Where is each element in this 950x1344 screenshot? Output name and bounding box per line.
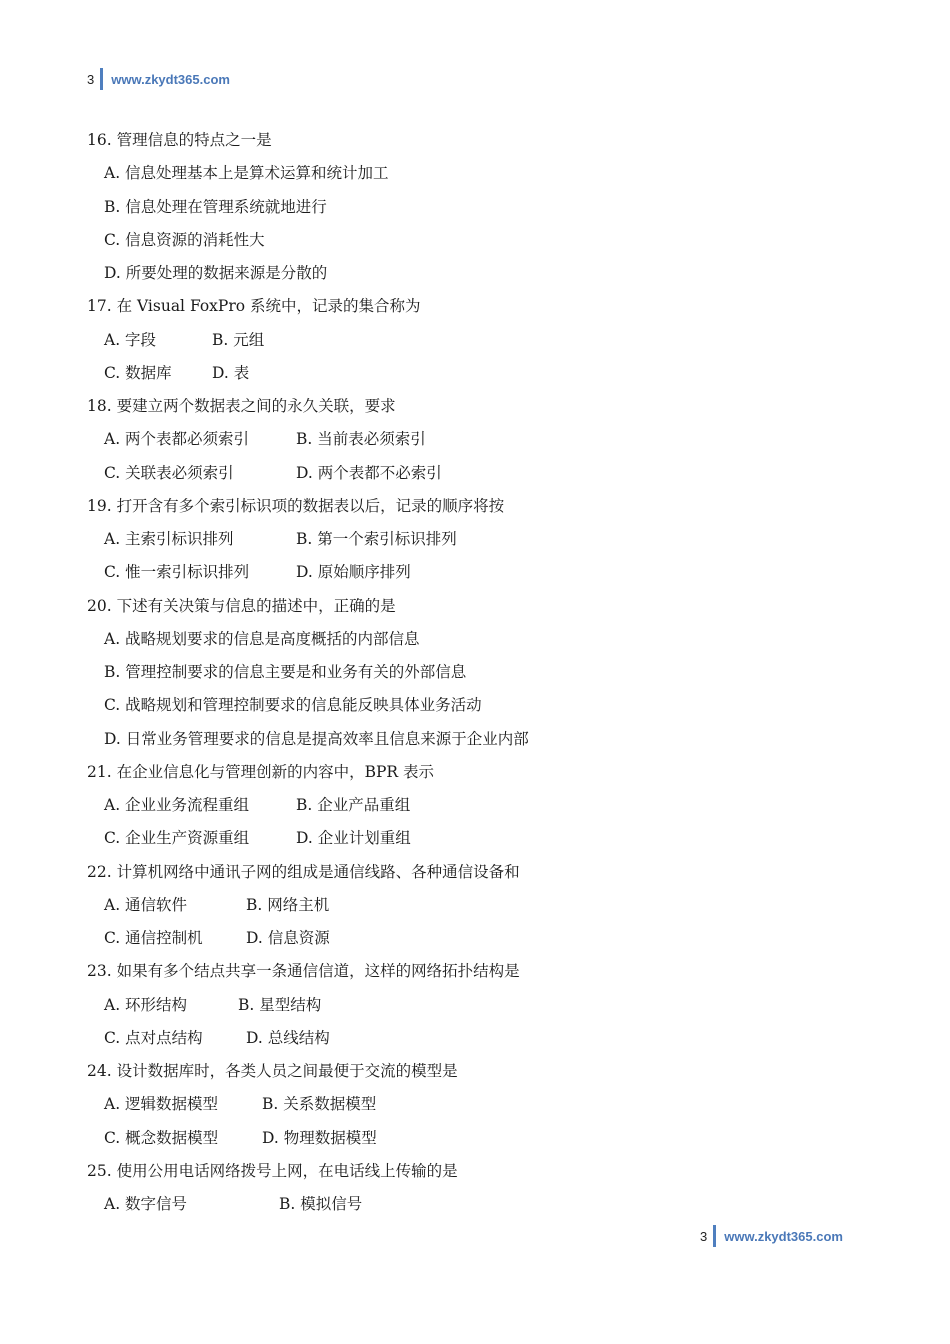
option-a: A. 信息处理基本上是算术运算和统计加工 <box>104 164 389 183</box>
question-list <box>87 124 887 1221</box>
option-d: D. 物理数据模型 <box>262 1128 377 1147</box>
option-a: A. 战略规划要求的信息是高度概括的内部信息 <box>104 629 420 648</box>
option-d: D. 总线结构 <box>246 1028 330 1047</box>
option-b: B. 第一个索引标识排列 <box>296 530 457 548</box>
option-b: B. 信息处理在管理系统就地进行 <box>104 197 327 216</box>
option-c: C. 点对点结构 <box>104 1028 203 1047</box>
option-row <box>87 989 887 1022</box>
option-b: B. 企业产品重组 <box>296 796 411 814</box>
question-stem: 17. 在 Visual FoxPro 系统中，记录的集合称为 <box>87 297 421 316</box>
option-row <box>87 324 887 357</box>
option-a: A. 数字信号 <box>104 1195 188 1213</box>
option-c: C. 数据库 <box>104 363 172 382</box>
option-b: B. 管理控制要求的信息主要是和业务有关的外部信息 <box>104 663 467 681</box>
page-header <box>87 68 230 90</box>
option-row <box>87 1088 887 1121</box>
option-a: A. 企业业务流程重组 <box>104 796 250 814</box>
option-d: D. 表 <box>212 363 250 382</box>
option-row <box>87 457 887 490</box>
option-row <box>87 357 887 390</box>
option-d: D. 企业计划重组 <box>296 829 411 848</box>
question-stem: 19. 打开含有多个索引标识项的数据表以后，记录的顺序将按 <box>87 496 505 515</box>
option-a: A. 主索引标识排列 <box>104 530 234 548</box>
option-d: D. 所要处理的数据来源是分散的 <box>104 264 328 282</box>
option-c: C. 关联表必须索引 <box>104 463 234 482</box>
option-a: A. 通信软件 <box>104 895 188 914</box>
option-c: C. 战略规划和管理控制要求的信息能反映具体业务活动 <box>104 696 482 715</box>
option-c: C. 惟一索引标识排列 <box>104 563 250 582</box>
question-stem: 21. 在企业信息化与管理创新的内容中，BPR 表示 <box>87 762 434 781</box>
option-a: A. 两个表都必须索引 <box>104 430 250 449</box>
question-stem: 25. 使用公用电话网络拨号上网，在电话线上传输的是 <box>87 1161 458 1180</box>
option-row <box>87 523 887 556</box>
option-a: A. 字段 <box>104 330 157 349</box>
footer-site-url: www.zkydt365.com <box>724 1228 843 1244</box>
option-c: C. 信息资源的消耗性大 <box>104 230 265 249</box>
option-a: A. 逻辑数据模型 <box>104 1095 219 1114</box>
option-d: D. 原始顺序排列 <box>296 563 411 582</box>
option-row <box>87 822 887 855</box>
question-stem: 16. 管理信息的特点之一是 <box>87 131 272 149</box>
option-row <box>87 423 887 456</box>
footer-divider <box>713 1225 716 1247</box>
question-stem: 22. 计算机网络中通讯子网的组成是通信线路、各种通信设备和 <box>87 862 520 881</box>
header-site-url: www.zkydt365.com <box>111 71 230 87</box>
option-row <box>87 922 887 955</box>
question-stem: 20. 下述有关决策与信息的描述中，正确的是 <box>87 596 396 615</box>
option-row <box>87 556 887 589</box>
question-stem: 18. 要建立两个数据表之间的永久关联，要求 <box>87 397 396 415</box>
option-c: C. 通信控制机 <box>104 929 203 947</box>
header-divider <box>100 68 103 90</box>
option-row <box>87 1188 887 1221</box>
option-b: B. 网络主机 <box>246 895 330 914</box>
header-page-number: 3 <box>87 71 95 87</box>
option-row <box>87 1122 887 1155</box>
question-stem: 23. 如果有多个结点共享一条通信信道，这样的网络拓扑结构是 <box>87 962 520 981</box>
option-row <box>87 889 887 922</box>
option-d: D. 两个表都不必索引 <box>296 463 442 482</box>
page-footer <box>700 1225 843 1247</box>
option-b: B. 当前表必须索引 <box>296 430 426 449</box>
option-b: B. 关系数据模型 <box>262 1095 377 1114</box>
option-b: B. 元组 <box>212 330 265 349</box>
question-stem: 24. 设计数据库时，各类人员之间最便于交流的模型是 <box>87 1062 458 1080</box>
option-b: B. 模拟信号 <box>279 1195 363 1213</box>
footer-page-number: 3 <box>700 1228 708 1244</box>
option-d: D. 日常业务管理要求的信息是提高效率且信息来源于企业内部 <box>104 729 529 748</box>
option-b: B. 星型结构 <box>238 995 322 1014</box>
option-row <box>87 1022 887 1055</box>
option-d: D. 信息资源 <box>246 929 330 947</box>
option-c: C. 企业生产资源重组 <box>104 829 250 848</box>
option-a: A. 环形结构 <box>104 995 188 1014</box>
option-row <box>87 789 887 822</box>
option-c: C. 概念数据模型 <box>104 1128 219 1147</box>
